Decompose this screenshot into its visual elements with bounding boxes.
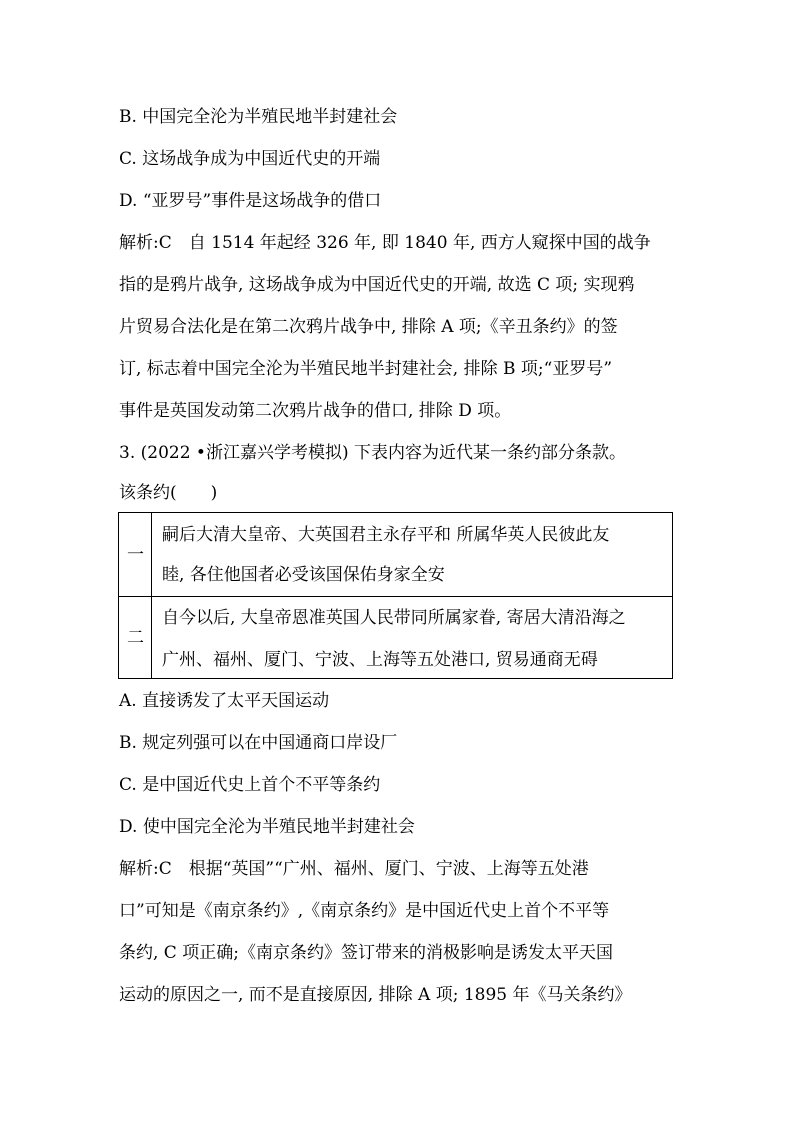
clause-text-line: 自今以后, 大皇帝恩准英国人民带同所属家眷, 寄居大清沿海之 bbox=[162, 608, 626, 628]
q3-option-a: A. 直接诱发了太平天国运动 bbox=[119, 691, 330, 711]
q2-analysis-line: 订, 标志着中国完全沦为半殖民地半封建社会, 排除 B 项;“亚罗号” bbox=[119, 359, 613, 379]
q2-option-b: B. 中国完全沦为半殖民地半封建社会 bbox=[119, 107, 398, 127]
table-row bbox=[119, 513, 672, 597]
clause-text-line: 嗣后大清大皇帝、大英国君主永存平和 所属华英人民彼此友 bbox=[162, 525, 610, 545]
q2-analysis-line: 指的是鸦片战争, 这场战争成为中国近代史的开端, 故选 C 项; 实现鸦 bbox=[119, 275, 635, 295]
q2-analysis-line: 片贸易合法化是在第二次鸦片战争中, 排除 A 项;《辛丑条约》的签 bbox=[119, 317, 618, 337]
q3-analysis-line: 条约, C 项正确;《南京条约》签订带来的消极影响是诱发太平天国 bbox=[119, 943, 613, 963]
q3-analysis-line: 解析:C 根据“英国”“广州、福州、厦门、宁波、上海等五处港 bbox=[119, 859, 589, 879]
q2-option-c: C. 这场战争成为中国近代史的开端 bbox=[119, 149, 381, 169]
clause-number: 二 bbox=[127, 628, 144, 648]
clause-number-cell bbox=[119, 596, 152, 678]
q3-option-c: C. 是中国近代史上首个不平等条约 bbox=[119, 775, 381, 795]
q3-stem: 3. (2022 •浙江嘉兴学考模拟) 下表内容为近代某一条约部分条款。 bbox=[119, 443, 626, 463]
q2-analysis-line: 事件是英国发动第二次鸦片战争的借口, 排除 D 项。 bbox=[119, 401, 512, 421]
clause-text-line: 睦, 各住他国者必受该国保佑身家全安 bbox=[162, 565, 445, 585]
q2-analysis-line: 解析:C 自 1514 年起经 326 年, 即 1840 年, 西方人窥探中国的战争 bbox=[119, 233, 651, 253]
q3-option-d: D. 使中国完全沦为半殖民地半封建社会 bbox=[119, 817, 415, 837]
clause-number: 一 bbox=[127, 545, 144, 565]
clause-text-line: 广州、福州、厦门、宁波、上海等五处港口, 贸易通商无碍 bbox=[162, 650, 598, 670]
q3-analysis-line: 运动的原因之一, 而不是直接原因, 排除 A 项; 1895 年《马关条约》 bbox=[119, 985, 632, 1005]
q3-option-b: B. 规定列强可以在中国通商口岸设厂 bbox=[119, 733, 398, 753]
table-row bbox=[119, 596, 672, 678]
clause-number-cell bbox=[119, 513, 152, 596]
q3-stem-blank: 该条约( ) bbox=[119, 483, 218, 503]
q2-option-d: D. “亚罗号”事件是这场战争的借口 bbox=[119, 191, 382, 211]
treaty-clauses-table bbox=[118, 512, 673, 679]
q3-analysis-line: 口”可知是《南京条约》,《南京条约》是中国近代史上首个不平等 bbox=[119, 901, 610, 921]
